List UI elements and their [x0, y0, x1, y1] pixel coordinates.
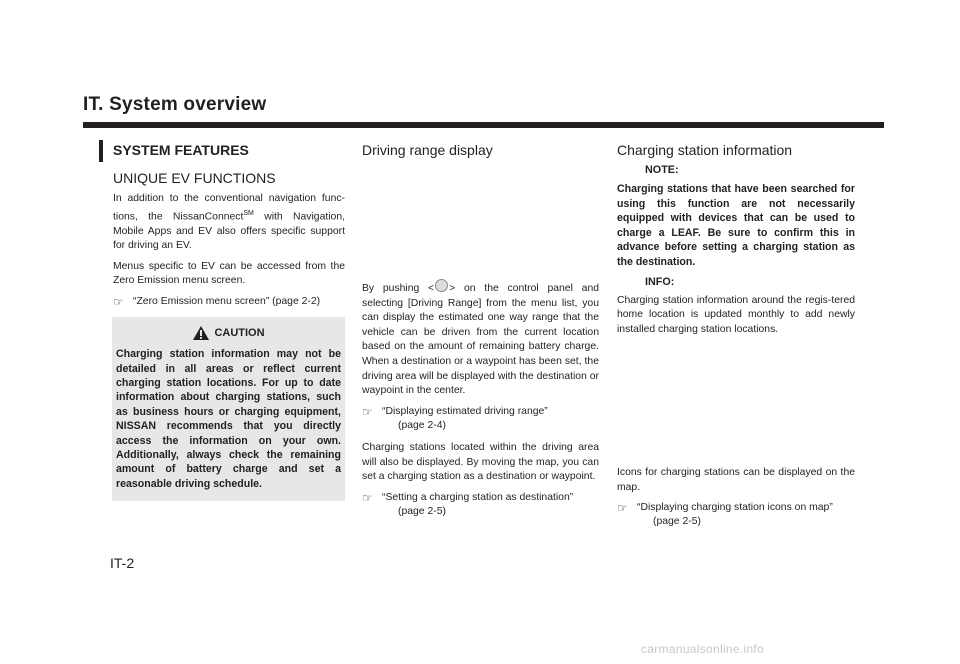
service-mark: SM — [243, 209, 254, 217]
reference-text: “Zero Emission menu screen” (page 2-2) — [133, 296, 321, 308]
pointing-hand-icon: ☞ — [362, 404, 373, 419]
chapter-title: IT. System overview — [83, 94, 267, 115]
pointing-hand-icon: ☞ — [617, 501, 628, 516]
reference-text-line2: (page 2-4) — [398, 419, 446, 431]
warning-triangle-icon — [192, 325, 210, 341]
section-heading-text: SYSTEM FEATURES — [113, 142, 249, 158]
driving-range-body — [362, 279, 599, 527]
charging-station-heading: Charging station information — [617, 142, 793, 158]
zero-emission-button-icon — [435, 279, 448, 292]
info-label: INFO: — [645, 275, 675, 288]
reference-text-line2: (page 2-5) — [653, 516, 701, 528]
reference-charging-icons[interactable] — [617, 501, 855, 529]
icons-paragraph: Icons for charging stations can be displayed on the map. — [617, 467, 855, 493]
intro-text-1: In addition to the conventional navigation func-tions, the NissanConnect — [113, 193, 345, 223]
reference-text-line2: (page 2-5) — [398, 506, 446, 518]
column-driving-range — [362, 142, 599, 164]
page-number: IT-2 — [110, 555, 135, 571]
pointing-hand-icon: ☞ — [362, 490, 373, 505]
caution-box — [112, 317, 345, 501]
note-text: Charging stations that have been searched for using this function are not necessarily equipped with devices that can be used to charge a LEAF. Be sure to confirm this in advance before setting a charging station as the destination. — [617, 183, 855, 268]
reference-zero-emission[interactable] — [113, 295, 345, 309]
subheading: UNIQUE EV FUNCTIONS — [113, 170, 276, 186]
caution-label: CAUTION — [214, 327, 265, 340]
chapter-rule — [83, 122, 884, 128]
column-system-features — [113, 142, 345, 501]
menus-paragraph: Menus specific to EV can be accessed from the Zero Emission menu screen. — [113, 260, 345, 287]
column-charging-station — [617, 142, 855, 343]
charging-stations-paragraph: Charging stations located within the driving area will also be displayed. By moving the map, you can set a charging station as a destination or waypoint. — [362, 442, 599, 483]
reference-set-destination[interactable] — [362, 491, 599, 519]
section-heading — [113, 142, 345, 158]
caution-header — [116, 325, 341, 341]
reference-text-line1: “Setting a charging station as destination” — [382, 491, 574, 503]
pointing-hand-icon: ☞ — [113, 295, 124, 310]
charging-icons-body — [617, 466, 855, 538]
intro-text-2: with Navigation, Mobile Apps and EV also offers specific support for driving an EV. — [113, 211, 345, 252]
driving-range-text-1: By pushing < — [362, 283, 435, 294]
reference-driving-range[interactable] — [362, 405, 599, 433]
caution-text: Charging station information may not be detailed in all areas or reflect current charging station locations. For up to date information about charging stations, such as business hours or charging equipment, NISSAN recommends that you directly access the information on your own. Additionally, always check the remaining amount of battery charge and set a reasonable driving schedule. — [116, 348, 341, 490]
intro-paragraph — [113, 192, 345, 254]
reference-text-line1: “Displaying estimated driving range” — [382, 405, 548, 417]
section-bar — [99, 140, 103, 162]
driving-range-heading: Driving range display — [362, 142, 493, 158]
reference-text-line1: “Displaying charging station icons on map” — [637, 502, 833, 514]
driving-range-paragraph — [362, 279, 599, 399]
watermark: carmanualsonline.info — [641, 642, 765, 656]
note-label: NOTE: — [645, 164, 679, 176]
info-text: Charging station information around the regis-tered home location is updated monthly to add newly installed charging station locations. — [617, 294, 855, 335]
driving-range-text-2: > on the control panel and selecting [Driving Range] from the menu list, you can display the estimated one way range that the vehicle can be driven from the current location based on the amount of remaining battery charge. When a destination or a waypoint has been set, the driving area will be displayed with the destination or waypoint in the center. — [362, 283, 600, 397]
